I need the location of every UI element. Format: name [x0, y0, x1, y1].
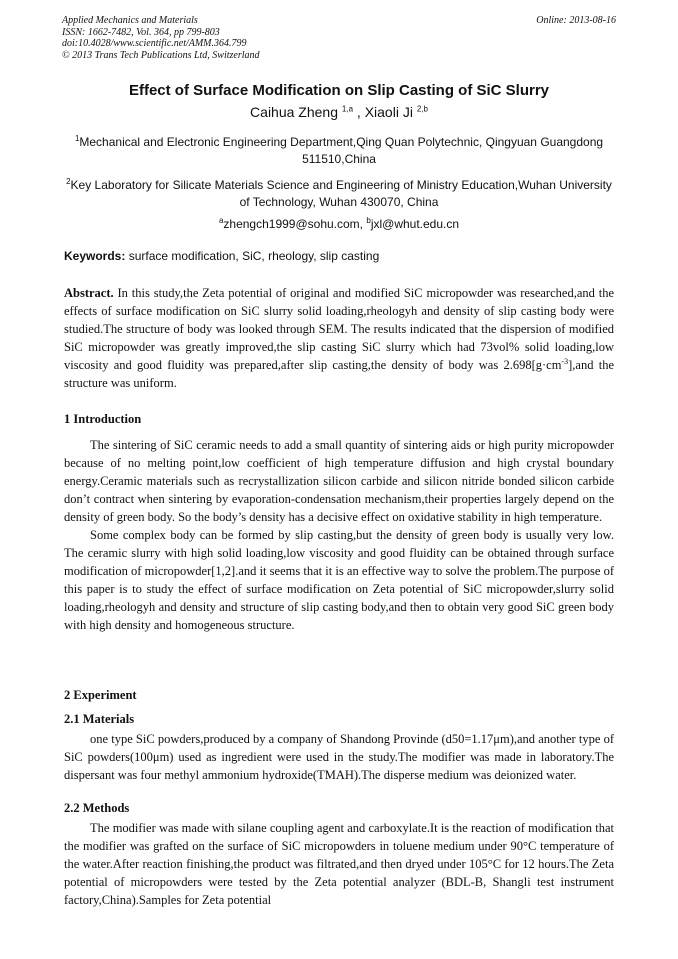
materials-body	[64, 730, 614, 784]
affiliation-2-text: Key Laboratory for Silicate Materials Science and Engineering of Ministry Education,Wuhan University of Technology, Wuhan 430070, China	[70, 178, 612, 209]
affiliation-1-sup: 1	[74, 134, 80, 143]
materials-paragraph: one type SiC powders,produced by a company of Shandong Provinde (d50=1.17μm),and another type of SiC powders(100μm) used as ingredient were used in the study.The modifier was made in laboratory.The dispersant was four methyl ammonium hydroxide(TMAH).The disperse medium was deionized water.	[64, 732, 614, 782]
abstract-text: In this study,the Zeta potential of original and modified SiC micropowder was researched,and the effects of surface modification on SiC slurry solid loading,rheologyh and density of slip casting body were studied.The structure of body was looked through SEM. The results indicated that the dispersion of modified SiC micropowder was greatly improved,the slip casting SiC slurry which had 73vol% solid loading,low viscosity and good fluidity was prepared,after slip casting,the density of body was 2.698[g·cm	[64, 286, 614, 372]
methods-body	[64, 819, 614, 909]
author-1-sup: 1,a	[341, 104, 354, 114]
abstract-text-end: ],and the structure was uniform.	[64, 358, 614, 390]
affiliation-1	[64, 134, 614, 168]
subsection-heading-methods: 2.2 Methods	[64, 801, 130, 815]
paper-title: Effect of Surface Modification on Slip Casting of SiC Slurry	[128, 82, 550, 99]
copyright: © 2013 Trans Tech Publications Ltd, Switzerland	[62, 49, 260, 61]
email-b-sup: b	[366, 216, 371, 225]
keywords	[64, 249, 379, 263]
journal-name: Applied Mechanics and Materials	[62, 15, 198, 26]
author-2: Xiaoli Ji	[364, 104, 413, 120]
subsection-heading-materials: 2.1 Materials	[64, 712, 135, 726]
intro-paragraph-1: The sintering of SiC ceramic needs to add a small quantity of sintering aids or high purity micropowder because of no melting point,low coefficient of high temperature diffusion and high crystal boundary energy.Ceramic materials such as recrystallization silicon carbide and silicon nitride bonded silicon carbide don’t contract when sintering by evaporation-condensation mechanism,their properties largely depend on the density of green body. So the body’s density has a decisive effect on oxidative stability in high temperature.	[64, 438, 614, 524]
doi[interactable]: doi:10.4028/www.scientific.net/AMM.364.799	[62, 38, 247, 49]
keywords-text: surface modification, SiC, rheology, slip casting	[125, 249, 380, 263]
abstract-sup: -3	[561, 356, 569, 366]
methods-paragraph: The modifier was made with silane coupling agent and carboxylate.It is the reaction of modification that the modifier was grafted on the surface of SiC micropowders in toluene medium under 90°C temperature of the water.After reaction finishing,the product was filtrated,and then dryed under 105°C for 12 hours.The Zeta potential of micropowders were tested by the Zeta potential analyzer (BDL-B, Shangli test instrument factory,China).Samples for Zeta potential	[64, 821, 614, 907]
abstract	[64, 284, 614, 392]
email-a[interactable]: zhengch1999@sohu.com,	[223, 217, 367, 231]
email-a-sup: a	[218, 216, 224, 225]
emails	[64, 216, 614, 233]
email-b[interactable]: jxl@whut.edu.cn	[370, 217, 460, 231]
abstract-label: Abstract.	[64, 286, 114, 300]
author-1: Caihua Zheng	[250, 104, 338, 120]
author-separator: ,	[353, 104, 365, 120]
section-heading-experiment: 2 Experiment	[64, 688, 137, 702]
keywords-label: Keywords:	[64, 249, 126, 263]
affiliation-2-sup: 2	[66, 177, 71, 186]
affiliation-2	[64, 177, 614, 211]
authors	[0, 104, 678, 120]
introduction-body	[64, 436, 614, 634]
intro-paragraph-2: Some complex body can be formed by slip casting,but the density of green body is usually very low. The ceramic slurry with high solid loading,low viscosity and good fluidity can be obtained through surface modification of micropowder[1,2].and it seems that it is an effective way to solve the problem.The purpose of this paper is to study the effect of surface modification on Zeta potential of SiC micropowder,slurry solid loading,rheologyh and density and structure of slip casting body,and then to obtain very good SiC green body with high density and homogeneous structure.	[64, 528, 614, 632]
journal-header	[62, 15, 260, 61]
affiliation-1-text: Mechanical and Electronic Engineering Department,Qing Quan Polytechnic, Qingyuan Guangdong 511510,China	[79, 135, 604, 166]
issn: ISSN: 1662-7482, Vol. 364, pp 799-803	[62, 26, 220, 38]
online-date: Online: 2013-08-16	[536, 15, 616, 26]
section-heading-introduction: 1 Introduction	[64, 412, 142, 426]
author-2-sup: 2,b	[416, 104, 428, 114]
